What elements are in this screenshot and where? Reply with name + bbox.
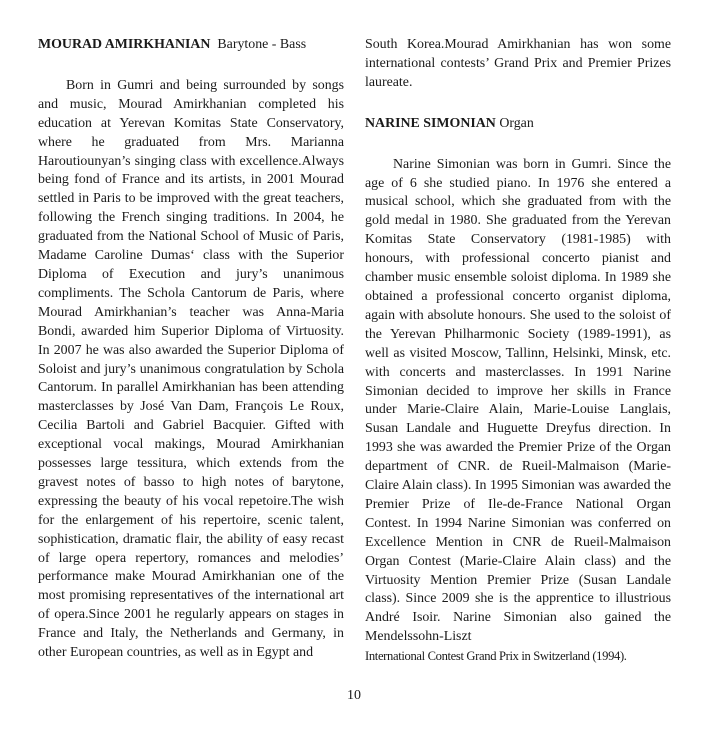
spacer: [365, 93, 671, 115]
bio-last-line-simonian: International Contest Grand Prix in Switzerland (1994).: [365, 649, 627, 664]
page-number: 10: [347, 688, 361, 703]
bio-body-simonian: Narine Simonian was born in Gumri. Since the age of 6 she studied piano. In 1976 she entered a musical school, which she graduated from with the gold medal in 1980. She graduated from the Yerevan Komitas State Conservatory (1981-1985) with honours, with professional concerto pianist and chamber music ensemble soloist diploma. In 1989 she obtained a professional concerto organist diploma, again with absolute honours. She used to the soloist of the Yerevan Philharmonic Society (1989-1991), as well as visited Moscow, Tallinn, Helsinki, Minsk, etc. with concerts and masterclasses. In 1991 Narine Simonian decided to improve her skills in France under Marie-Claire Alain, Marie-Louise Langlais, Susan Landale and Huguette Dreyfus direction. In 1993 she was awarded the Premier Prize of the Organ department of CNR. de Rueil-Malmaison (Marie-Claire Alain class). In 1995 Simonian was awarded the Premier Prize of Ile-de-France National Organ Contest. In 1994 Narine Simonian was conferred on Excellence Mention in CNR de Rueil-Malmaison Organ Contest (Marie-Claire Alain class) and the Virtuosity Mention Premier Prize (Susan Landale class). Since 2009 she is the apprentice to illustrious André Isoir. Narine Simonian also gained the Mendelssohn-Liszt: [365, 156, 671, 645]
bio-heading-amirkhanian: [38, 36, 344, 55]
artist-name: NARINE SIMONIAN: [365, 115, 496, 131]
spacer: [365, 134, 671, 156]
artist-name: MOURAD AMIRKHANIAN: [38, 37, 211, 52]
left-column: [38, 36, 344, 663]
bio-continuation-amirkhanian: South Korea.Mourad Amirkhanian has won some international contests’ Grand Prix and Premier Prizes laureate.: [365, 37, 671, 90]
spacer: [38, 55, 344, 77]
right-column: [365, 36, 671, 666]
bio-body-amirkhanian: Born in Gumri and being surrounded by songs and music, Mourad Amirkhanian completed his education at Yerevan Komitas State Conservatory, where he graduated from Mrs. Marianna Haroutiounyan’s singing class with excellence.Always being fond of France and its artists, in 2001 Mourad settled in Paris to be improved with the great teachers, following the French singing traditions. In 2004, he graduated from the National School of Music of Paris, Madame Caroline Dumas‘ class with the Superior Diploma of Execution and jury’s unanimous compliments. The Schola Cantorum de Paris, where Mourad Amirkhanian’s teacher was Anna-Maria Bondi, awarded him Superior Diploma of Virtuosity. In 2007 he was also awarded the Superior Diploma of Soloist and jury’s unanimous congratulation by Schola Cantorum. In parallel Amirkhanian has been attending masterclasses by José Van Dam, François Le Roux, Cecilia Bartoli and Gabriel Bacquier. Gifted with exceptional vocal makings, Mourad Amirkhanian possesses large tessitura, which extends from the gravest notes of basso to high notes of barytone, expressing the beauty of his vocal repetoire.The wish for the enlargement of his repertoire, scenic talent, sophistication, dramatic flair, the ability of easy recast of large opera repertory, romances and melodies’ performance make Mourad Amirkhanian one of the most promising representatives of the international art of opera.Since 2001 he regularly appears on stages in France and Italy, the Netherlands and Germany, in other European countries, as well as in Egypt and: [38, 77, 344, 661]
bio-heading-simonian: [365, 115, 671, 134]
artist-role: Organ: [499, 115, 534, 131]
artist-role: Barytone - Bass: [217, 37, 307, 52]
